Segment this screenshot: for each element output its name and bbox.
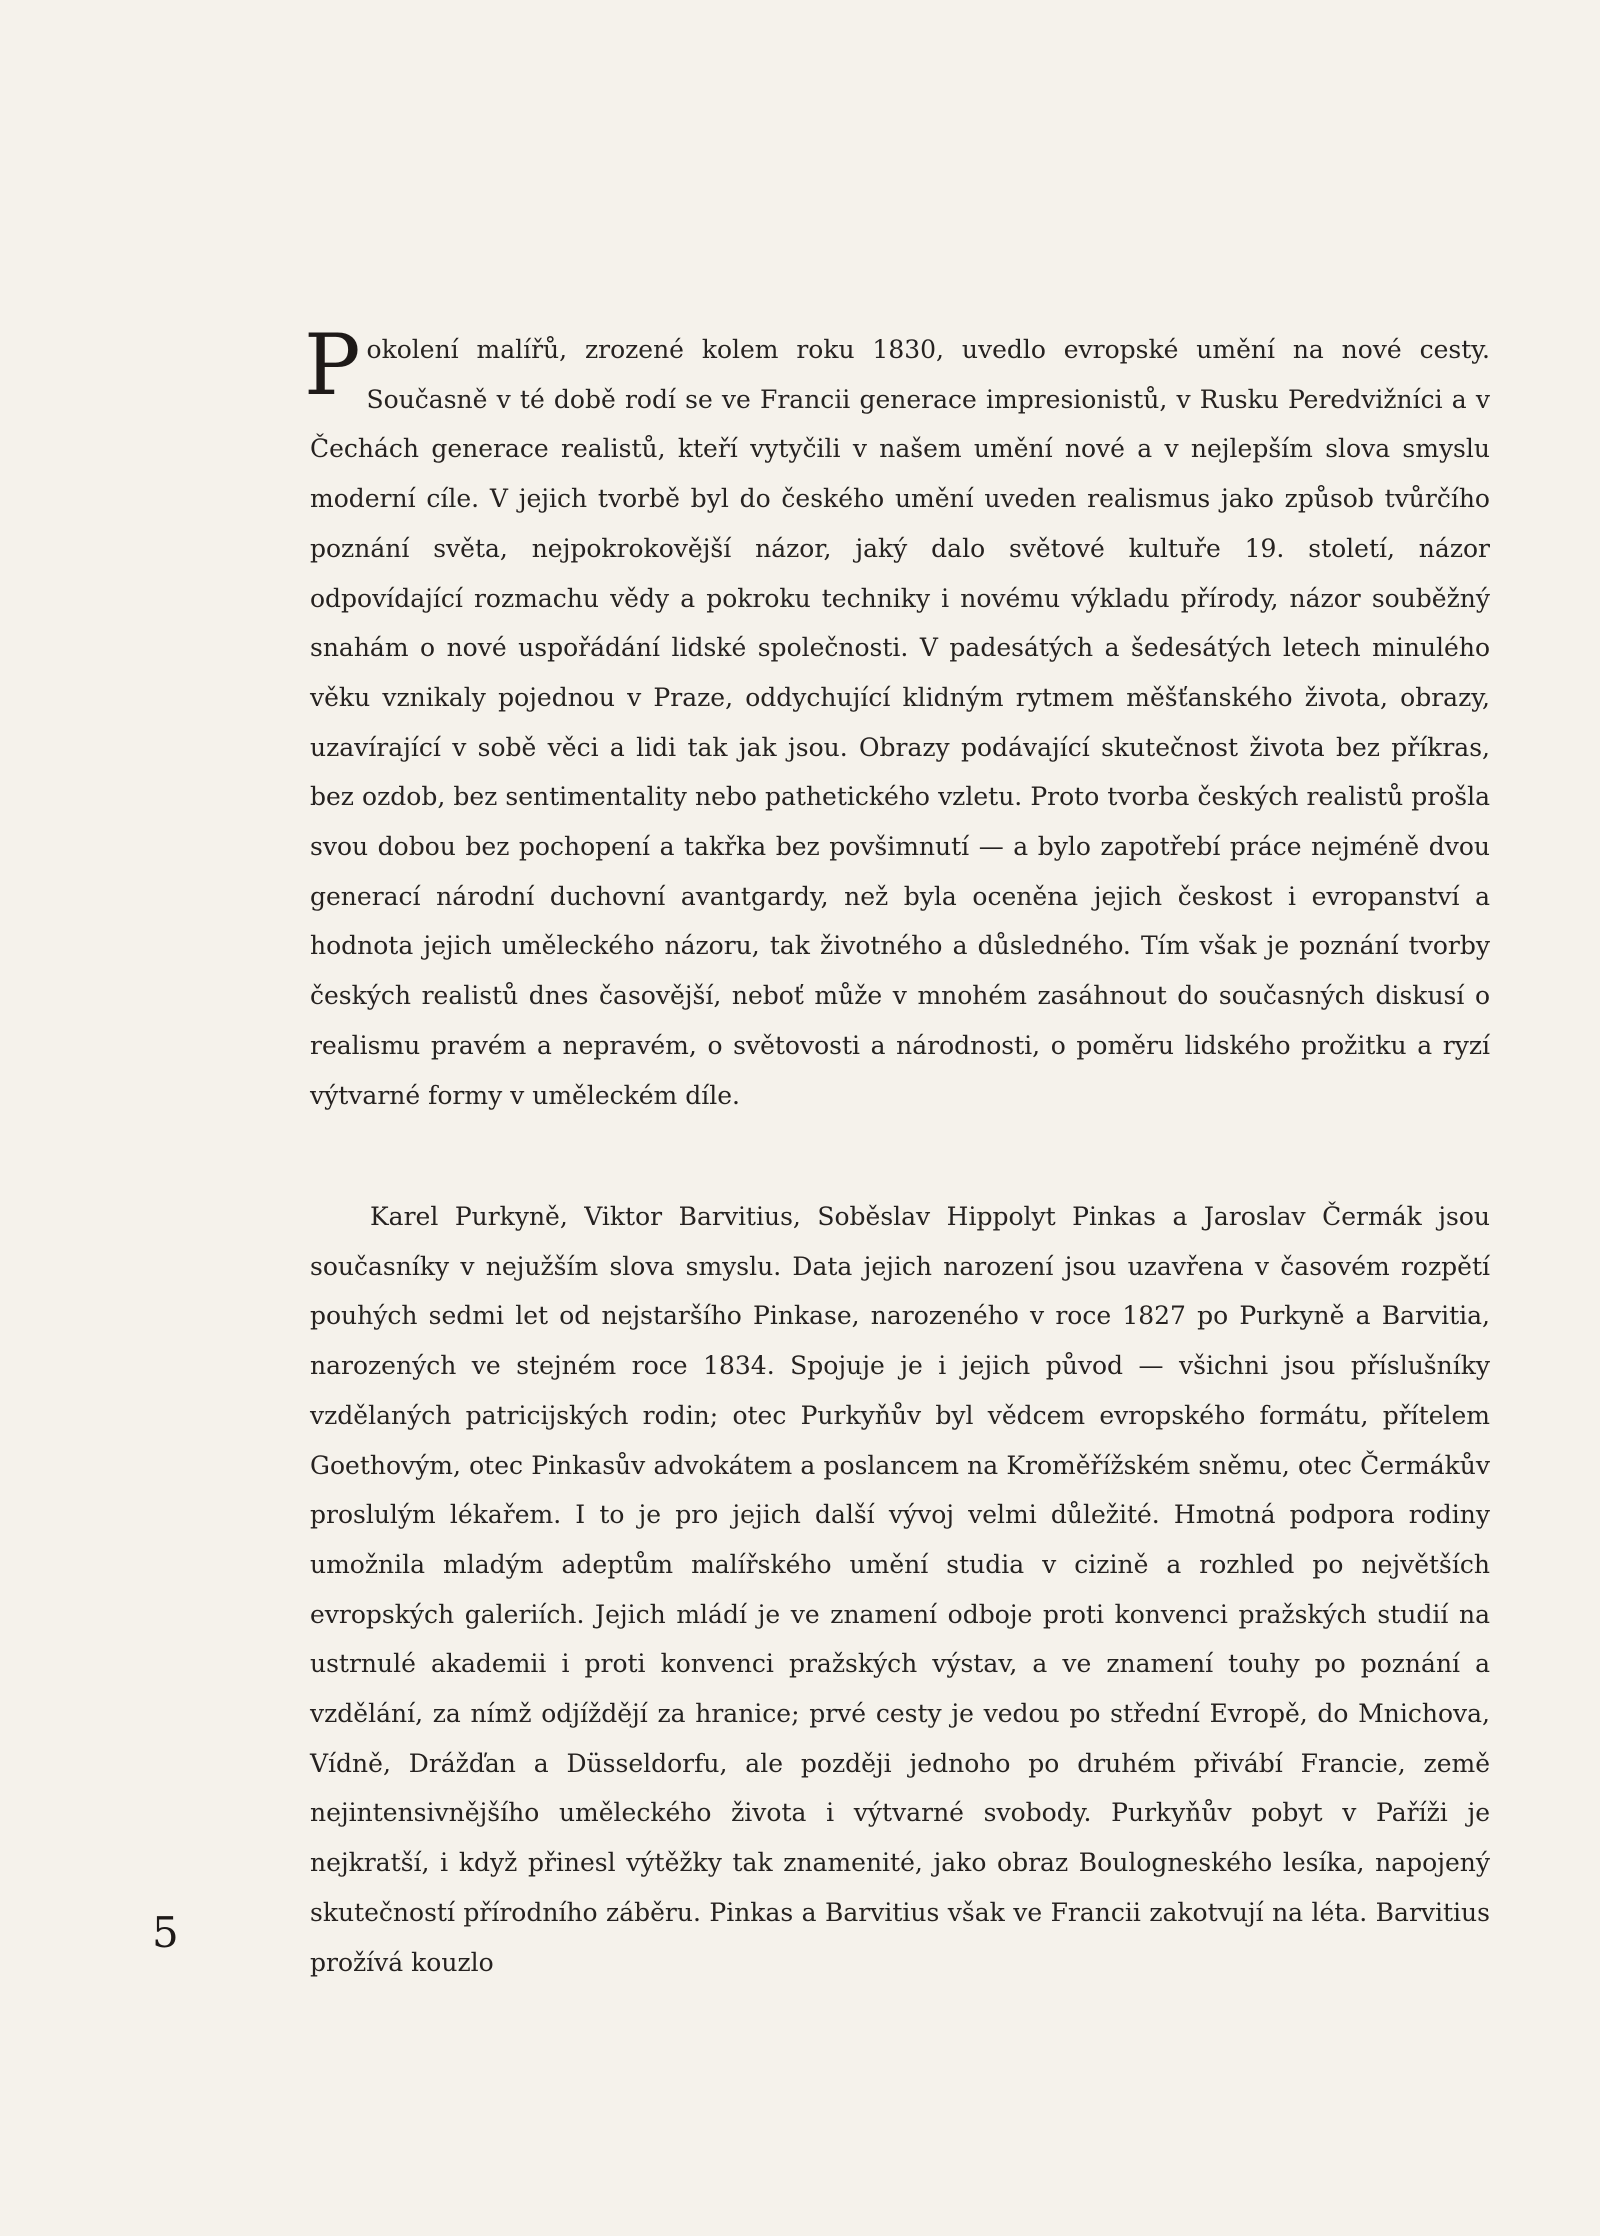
drop-cap: P [304, 316, 361, 414]
paragraph-2-text: Karel Purkyně, Viktor Barvitius, Soběslav Hippolyt Pinkas a Jaroslav Čermák jsou současníky v nejužším slova smyslu. Data jejich narození jsou uzavřena v časovém rozpětí pouhých sedmi let od nejstaršího Pinkase, narozeného v roce 1827 po Purkyně a Barvitia, narozených ve stejném roce 1834. Spojuje je i jejich původ — všichni jsou příslušníky vzdělaných patricijských rodin; otec Purkyňův byl vědcem evropského formátu, přítelem Goethovým, otec Pinkasův advokátem a poslancem na Kroměřížském sněmu, otec Čermákův proslulým lékařem. I to je pro jejich další vývoj velmi důležité. Hmotná podpora rodiny umožnila mladým adeptům malířského umění studia v cizině a rozhled po největších evropských galeriích. Jejich mládí je ve znamení odboje proti konvenci pražských studií na ustrnulé akademii i proti konvenci pražských výstav, a ve znamení touhy po poznání a vzdělání, za nímž odjíždějí za hranice; prvé cesty je vedou po střední Evropě, do Mnichova, Vídně, Drážďan a Düsseldorfu, ale později jednoho po druhém přivábí Francie, země nejintensivnějšího uměleckého života i výtvarné svobody. Purkyňův pobyt v Paříži je nejkratší, i když přinesl výtěžky tak znamenité, jako obraz Boulogneského lesíka, napojený skutečností přírodního záběru. Pinkas a Barvitius však ve Francii zakotvují na léta. Barvitius prožívá kouzlo [310, 1202, 1490, 1977]
paragraph-1 [304, 316, 1490, 1120]
paragraph-1-text: okolení malířů, zrozené kolem roku 1830, uvedlo evropské umění na nové cesty. Současně v té době rodí se ve Francii generace impresionistů, v Rusku Peredvižníci a v Čechách generace realistů, kteří vytyčili v našem umění nové a v nejlepším slova smyslu moderní cíle. V jejich tvorbě byl do českého umění uveden realismus jako způsob tvůrčího poznání světa, nejpokrokovější názor, jaký dalo světové kultuře 19. století, názor odpovídající rozmachu vědy a pokroku techniky i novému výkladu přírody, názor souběžný snahám o nové uspořádání lidské společnosti. V padesátých a šedesátých letech minulého věku vznikaly pojednou v Praze, oddychující klidným rytmem měšťanského života, obrazy, uzavírající v sobě věci a lidi tak jak jsou. Obrazy podávající skutečnost života bez příkras, bez ozdob, bez sentimentality nebo pathetického vzletu. Proto tvorba českých realistů prošla svou dobou bez pochopení a takřka bez povšimnutí — a bylo zapotřebí práce nejméně dvou generací národní duchovní avantgardy, než byla oceněna jejich českost i evropanství a hodnota jejich uměleckého názoru, tak životného a důsledného. Tím však je poznání tvorby českých realistů dnes časovější, neboť může v mnohém zasáhnout do současných diskusí o realismu pravém a nepravém, o světovosti a národnosti, o poměru lidského prožitku a ryzí výtvarné formy v uměleckém díle. [310, 335, 1490, 1110]
paragraph-2 [310, 1192, 1490, 1987]
page-number: 5 [152, 1908, 179, 1957]
